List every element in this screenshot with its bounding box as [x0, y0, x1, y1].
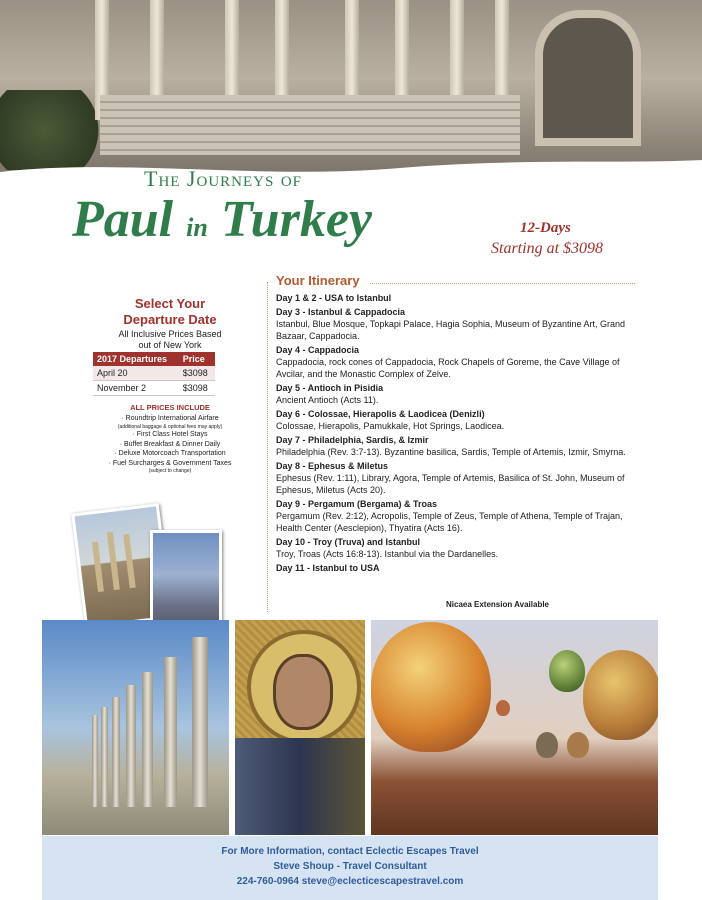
- departures-table: [93, 352, 215, 396]
- title-main: [72, 190, 372, 249]
- select-departure-heading: Select Your Departure Date: [123, 296, 217, 327]
- colonnade-photo: [42, 620, 229, 835]
- table-row: April 20 $3098: [93, 366, 215, 381]
- column-divider: [267, 282, 268, 612]
- day-description: Pergamum (Rev. 2:12), Acropolis, Temple of Zeus, Temple of Athena, Temple of Trajan, Health Center (Aesclepion), Thyatira (Acts 16).: [276, 511, 623, 533]
- day-heading: Day 6 - Colossae, Hierapolis & Laodicea (Denizli): [276, 409, 485, 419]
- title-paul: Paul: [72, 191, 174, 248]
- hot-air-balloons-photo: [371, 620, 658, 835]
- day-description: Philadelphia (Rev. 3:7-13). Byzantine basilica, Sardis, Temple of Artemis, Izmir, Smyrna.: [276, 447, 626, 457]
- all-prices-include-heading: ALL PRICES INCLUDE: [130, 403, 210, 412]
- day-heading: Day 7 - Philadelphia, Sardis, & Izmir: [276, 435, 429, 445]
- day-heading: Day 3 - Istanbul & Cappadocia: [276, 307, 406, 317]
- day-description: Ancient Antioch (Acts 11).: [276, 395, 379, 405]
- day-description: Troy, Troas (Acts 16:8-13). Istanbul via the Dardanelles.: [276, 549, 499, 559]
- list-item: · Buffet Breakfast & Dinner Daily: [119, 440, 221, 448]
- footer-consultant-line: Steve Shoup - Travel Consultant: [273, 861, 427, 872]
- day-description: Cappadocia, rock cones of Cappadocia, Rock Chapels of Goreme, the Cave Village of Avcilar, and the Monastic Complex of Zelve.: [276, 357, 620, 379]
- day-description: Istanbul, Blue Mosque, Topkapi Palace, Hagia Sophia, Museum of Byzantine Art, Grand Bazaar, Cappadocia.: [276, 319, 626, 341]
- list-item: · Deluxe Motorcoach Transportation: [114, 450, 226, 458]
- nicaea-extension-note: Nicaea Extension Available: [446, 600, 550, 609]
- day-heading: Day 5 - Antioch in Pisidia: [276, 383, 384, 393]
- title-turkey: Turkey: [220, 191, 372, 248]
- day-heading: Day 4 - Cappadocia: [276, 345, 360, 355]
- col-departures: 2017 Departures: [93, 352, 179, 366]
- day-heading: Day 1 & 2 - USA to Istanbul: [276, 293, 392, 303]
- starting-price: Starting at $3098: [491, 240, 604, 257]
- list-item: · Fuel Surcharges & Government Taxes (subject to change): [108, 459, 232, 475]
- footer-contact-line: For More Information, contact Eclectic Escapes Travel: [221, 846, 479, 857]
- table-row: November 2 $3098: [93, 381, 215, 396]
- day-description: Colossae, Hierapolis, Pamukkale, Hot Springs, Laodicea.: [276, 421, 505, 431]
- day-heading: Day 9 - Pergamum (Bergama) & Troas: [276, 499, 438, 509]
- day-description: Ephesus (Rev. 1:11), Library, Agora, Temple of Artemis, Basilica of St. John, Museum of Ephesus, Miletus (Acts 20).: [276, 473, 625, 495]
- christ-mosaic-photo: [235, 620, 365, 835]
- prices-note: All Inclusive Prices Based out of New York: [118, 329, 222, 350]
- trip-duration: 12-Days: [520, 220, 571, 236]
- includes-list: [78, 414, 262, 475]
- footer-phone-email: 224-760-0964 steve@eclecticescapestravel.com: [236, 876, 464, 887]
- col-price: Price: [179, 352, 215, 366]
- itinerary-list: [276, 292, 644, 574]
- list-item: · Roundtrip International Airfare (additional baggage & optional fees may apply): [117, 415, 223, 430]
- itinerary-heading: Your Itinerary: [276, 273, 360, 288]
- itinerary-heading-rule: [370, 283, 635, 284]
- day-heading: Day 11 - Istanbul to USA: [276, 563, 380, 573]
- day-heading: Day 8 - Ephesus & Miletus: [276, 461, 389, 471]
- day-heading: Day 10 - Troy (Truva) and Istanbul: [276, 537, 421, 547]
- title-in: in: [186, 213, 208, 242]
- title-subheading: The Journeys of: [144, 166, 303, 191]
- contact-footer: [42, 836, 658, 900]
- list-item: · First Class Hotel Stays: [132, 431, 208, 439]
